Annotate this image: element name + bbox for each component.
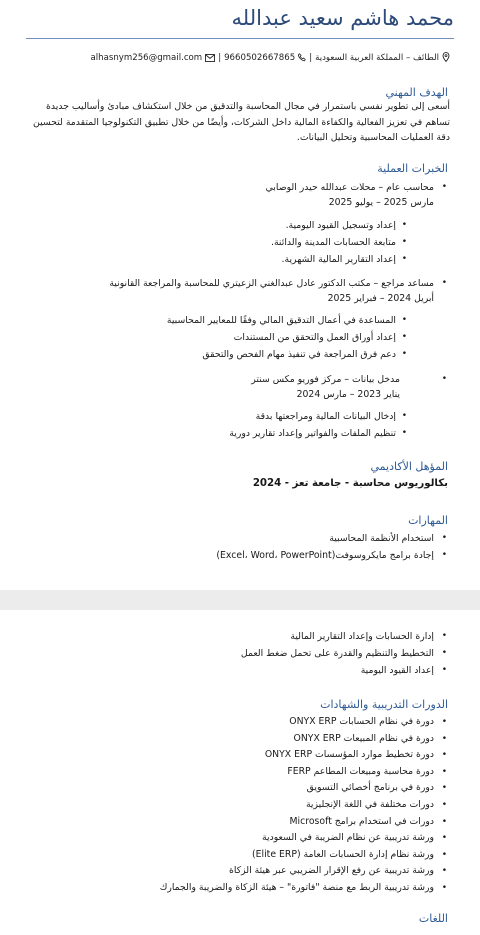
list-item: • المساعدة في أعمال التدقيق المالي وفقًا للمعايير المحاسبية <box>26 312 410 329</box>
job-dates: يناير 2023 – مارس 2024 <box>296 389 400 400</box>
list-item: • دورة محاسبة ومبيعات المطاعم FERP <box>26 764 450 781</box>
job-tasks <box>26 217 450 268</box>
job-3 <box>26 372 450 442</box>
education-heading: المؤهل الأكاديمي <box>370 460 448 473</box>
job-role: • مدخل بيانات – مركز فوريو مكس سنتر <box>26 372 450 387</box>
objective-text: أسعى إلى تطوير نفسي باستمرار في مجال المحاسبة والتدقيق من خلال استكشاف مبادئ وأساليب جديدة تساهم في تعزيز الفعالية والكفاءة المالية داخل الشركات، وأيضًا من خلال تطبيق التكنولوجيا المتقدمة لتحسين دقة العمليات المحاسبية وتحليل البيانات. <box>33 101 450 143</box>
name-divider <box>26 38 454 39</box>
languages-heading: اللغات <box>418 912 448 925</box>
list-item: • إعداد التقارير المالية الشهرية. <box>26 251 410 268</box>
objective-heading: الهدف المهني <box>385 86 448 99</box>
skills-list-continued <box>26 628 450 679</box>
list-item: • إعداد أوراق العمل والتحقق من المستندات <box>26 329 410 346</box>
skills-heading: المهارات <box>408 514 448 527</box>
phone-icon <box>298 53 306 65</box>
courses-heading: الدورات التدريبية والشهادات <box>320 698 448 711</box>
list-item: • إدارة الحسابات وإعداد التقارير المالية <box>26 628 450 645</box>
list-item: • ورشة تدريبية عن نظام الضريبة في السعودية <box>26 830 450 847</box>
list-item: • إجادة برامج مايكروسوفت(Excel، Word، PowerPoint) <box>26 547 450 564</box>
skills-list <box>26 530 450 564</box>
education-degree: بكالوريوس محاسبة - جامعة تعز - 2024 <box>252 478 448 489</box>
list-item: • إدخال البيانات المالية ومراجعتها بدقة <box>26 408 410 425</box>
location-pin-icon <box>442 52 450 65</box>
job-tasks <box>26 312 450 363</box>
list-item: • دورة في نظام المبيعات ONYX ERP <box>26 731 450 748</box>
contact-line: الطائف – المملكة العربية السعودية|9660502667865|alhasnym256@gmail.com <box>90 52 450 65</box>
experience-heading: الخبرات العملية <box>377 162 448 175</box>
location-text: الطائف – المملكة العربية السعودية <box>315 53 439 63</box>
list-item: • دورة في برنامج أخصائي التسويق <box>26 780 450 797</box>
list-item: • متابعة الحسابات المدينة والدائنة. <box>26 234 410 251</box>
list-item: • دورات في استخدام برامج Microsoft <box>26 814 450 831</box>
list-item: • ورشة تدريبية عن رفع الإقرار الضريبي عبر هيئة الزكاة <box>26 863 450 880</box>
list-item: • دورات مختلفة في اللغة الإنجليزية <box>26 797 450 814</box>
list-item: • دورة في نظام الحسابات ONYX ERP <box>26 714 450 731</box>
job-2 <box>26 276 450 363</box>
list-item: • إعداد وتسجيل القيود اليومية. <box>26 217 410 234</box>
list-item: • إعداد القيود اليومية <box>26 662 450 679</box>
courses-list <box>26 714 450 897</box>
job-1 <box>26 180 450 268</box>
job-role: • محاسب عام – محلات عبدالله حيدر الوصابي <box>26 180 450 195</box>
resume-page-2 <box>0 610 480 935</box>
list-item: • ورشة نظام إدارة الحسابات العامة (Elite ERP) <box>26 847 450 864</box>
candidate-name: محمد هاشم سعيد عبدالله <box>231 6 454 30</box>
phone-text: 9660502667865 <box>224 53 296 63</box>
job-dates: أبريل 2024 – فبراير 2025 <box>327 293 434 304</box>
job-tasks <box>26 408 450 442</box>
page-gap <box>0 590 480 610</box>
job-dates: مارس 2025 – يوليو 2025 <box>328 197 434 208</box>
list-item: • تنظيم الملفات والفواتير وإعداد تقارير دورية <box>26 425 410 442</box>
list-item: • استخدام الأنظمة المحاسبية <box>26 530 450 547</box>
list-item: • دعم فرق المراجعة في تنفيذ مهام الفحص والتحقق <box>26 346 410 363</box>
email-icon <box>205 54 215 65</box>
list-item: • التخطيط والتنظيم والقدرة على تحمل ضغط العمل <box>26 645 450 662</box>
job-role: • مساعد مراجع – مكتب الدكتور عادل عبدالغني الزعيتري للمحاسبة والمراجعة القانونية <box>26 276 450 291</box>
list-item: • ورشة تدريبية الربط مع منصة "فاتورة" – هيئة الزكاة والضريبة والجمارك <box>26 880 450 897</box>
email-text: alhasnym256@gmail.com <box>90 53 203 63</box>
list-item: • دورة تخطيط موارد المؤسسات ONYX ERP <box>26 747 450 764</box>
